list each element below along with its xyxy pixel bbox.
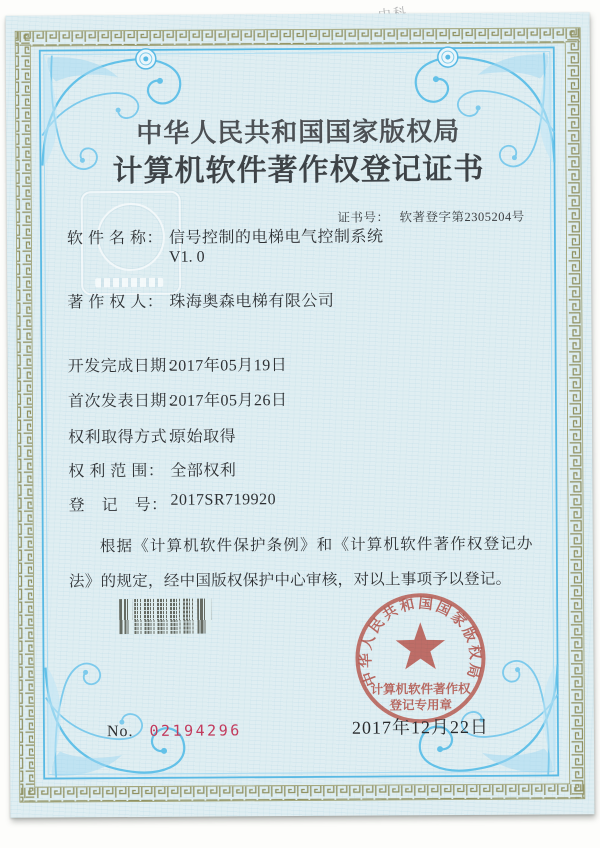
field-value: 2017年05月26日 bbox=[169, 392, 288, 410]
field-first-publish-date bbox=[68, 386, 538, 412]
certificate-number-value: 软著登字第2305204号 bbox=[399, 209, 525, 225]
field-software-name bbox=[67, 223, 537, 274]
field-value: 珠海奥森电梯有限公司 bbox=[169, 292, 335, 311]
serial-number-label: No. bbox=[106, 723, 134, 741]
registration-date: 2017年12月22日 bbox=[351, 716, 489, 738]
field-label: 权利取得方式： bbox=[68, 428, 184, 447]
field-value: 原始取得 bbox=[170, 428, 237, 446]
field-rights-acquisition bbox=[68, 422, 538, 448]
field-copyright-owner bbox=[67, 287, 537, 313]
software-version: V1. 0 bbox=[168, 248, 205, 266]
certificate-number-label: 证书号： bbox=[337, 210, 390, 225]
field-value: 2017年05月19日 bbox=[169, 357, 288, 375]
serial-number-line bbox=[107, 721, 242, 741]
seal-ring-text: 中华人民共和国国家版权局 bbox=[358, 595, 483, 689]
field-label: 权 利 范 围： bbox=[68, 462, 165, 481]
field-label: 软 件 名 称： bbox=[66, 229, 163, 248]
field-label: 首次发表日期： bbox=[67, 392, 184, 411]
field-registration-no bbox=[68, 490, 538, 516]
certificate-paper bbox=[6, 12, 595, 818]
field-value: 信号控制的电梯电气控制系统 bbox=[168, 228, 384, 247]
star-icon bbox=[396, 622, 446, 669]
issuing-authority: 中华人民共和国国家版权局 bbox=[136, 117, 461, 148]
field-label: 开发完成日期： bbox=[67, 357, 184, 376]
seal-line2: 登记专用章 bbox=[389, 698, 453, 713]
field-label: 登 记 号： bbox=[68, 496, 168, 515]
barcode-modules bbox=[134, 599, 195, 634]
seal-line1: 计算机软件著作权 bbox=[370, 681, 471, 697]
field-dev-complete-date bbox=[68, 351, 538, 377]
registration-statement: 根据《计算机软件保护条例》和《计算机软件著作权登记办法》的规定，经中国版权保护中心审核，对以上事项予以登记。 bbox=[68, 535, 533, 591]
field-value: 全部权利 bbox=[170, 462, 237, 480]
official-seal bbox=[350, 588, 491, 729]
barcode-guard-left bbox=[119, 599, 132, 634]
certificate-title: 计算机软件著作权登记证书 bbox=[112, 152, 485, 189]
barcode-guard-right bbox=[197, 599, 211, 634]
field-value: 2017SR719920 bbox=[170, 491, 277, 509]
serial-number-value: 02194296 bbox=[149, 721, 242, 740]
barcode bbox=[119, 599, 211, 635]
field-rights-scope bbox=[68, 456, 538, 482]
field-label: 著 作 权 人： bbox=[67, 293, 164, 312]
